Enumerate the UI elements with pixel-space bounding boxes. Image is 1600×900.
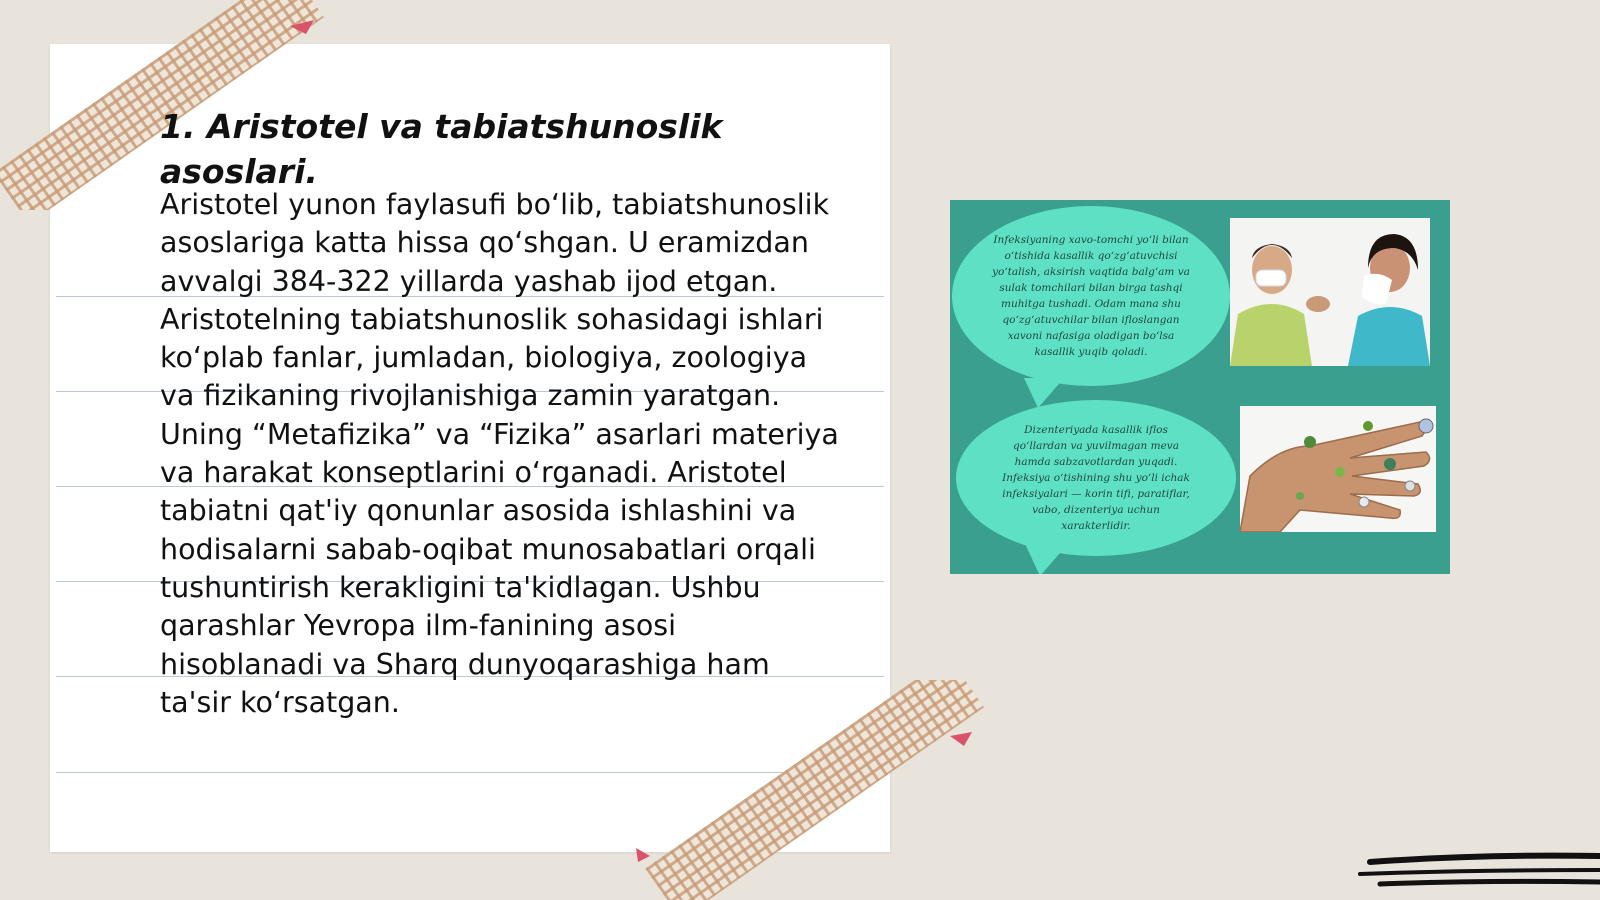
- bubble-top-text: Infeksiyaning xavo-tomchi yo‘li bilan o‘tishida kasallik qo‘zg‘atuvchisi yo‘talish, aksirish vaqtida balg‘am va sulak tomchilari bilan birga tashqi muhitga tushadi. Odam mana shu qo‘zg‘atuvchilar bilan ifloslangan xavoni nafasiga oladigan bo‘lsa kasallik yuqib qoladi.: [992, 234, 1190, 358]
- tape-pin-icon: [950, 732, 972, 746]
- sneezing-people-photo: [1230, 218, 1430, 366]
- slide-title: 1. Aristotel va tabiatshunoslik asoslari.: [160, 107, 723, 191]
- infection-infographic: [950, 200, 1450, 574]
- speech-bubble-bottom: [956, 400, 1236, 556]
- washi-tape-bottom: [630, 680, 1000, 900]
- tape-pin-icon: [636, 848, 650, 862]
- germ-covered-hand-photo: [1240, 406, 1436, 532]
- speech-bubble-top: [952, 206, 1230, 386]
- bubble-bottom-text: Dizenteriyada kasallik iflos qo‘llardan va yuvilmagan meva hamda sabzavotlardan yuqadi. Infeksiya o‘tishining shu yo‘li ichak infeksiyalari — korin tifi, paratiflar, vabo, dizenteriya uchun xarakterlidir.: [1002, 424, 1190, 532]
- brush-stroke-decoration: [1340, 840, 1600, 900]
- body-paragraph: Aristotel yunon faylasufi bo‘lib, tabiatshunoslik asoslariga katta hissa qo‘shgan. U eramizdan avvalgi 384-322 yillarda yashab ijod etgan. Aristotelning tabiatshunoslik sohasidagi ishlari ko‘plab fanlar, jumladan, biologiya, zoologiya va fizikaning rivojlanishiga zamin yaratgan. Uning “Metafizika” va “Fizika” asarlari materiya va harakat konseptlarini o‘rganadi. Aristotel tabiatni qat'iy qonunlar asosida ishlashini va hodisalarni sabab-oqibat munosabatlari orqali tushuntirish kerakligini ta'kidlagan. Ushbu qarashlar Yevropa ilm-fanining asosi hisoblanadi va Sharq dunyoqarashiga ham ta'sir ko‘rsatgan.: [160, 188, 839, 719]
